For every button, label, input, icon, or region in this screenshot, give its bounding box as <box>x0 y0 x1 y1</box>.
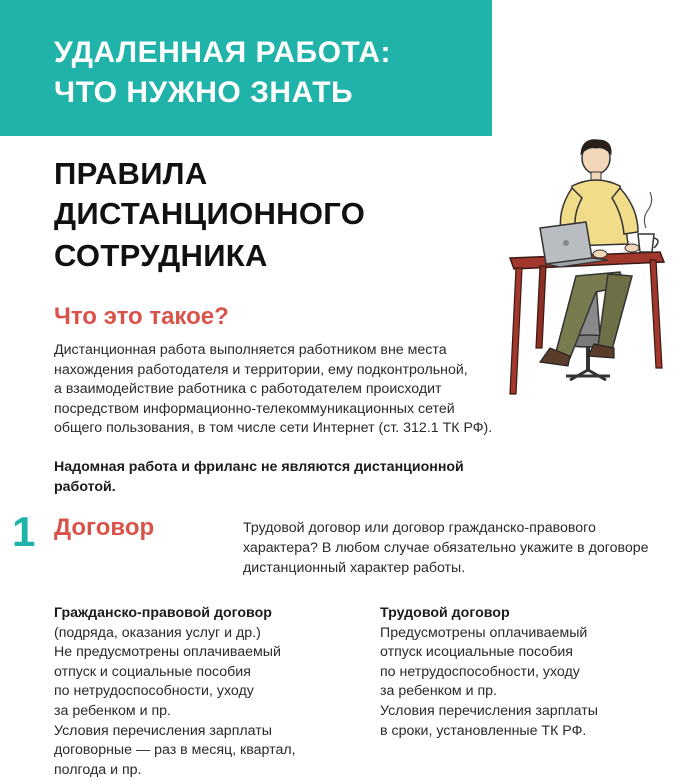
intro-line: а взаимодействие работника с работодателем происходит <box>54 381 442 397</box>
section-desc-line: Трудовой договор или договор гражданско-правового <box>243 520 596 536</box>
labor-contract-line: отпуск исоциальные пособия <box>380 644 573 661</box>
header-banner <box>0 0 492 136</box>
labor-contract-line: по нетрудоспособности, уходу <box>380 663 580 680</box>
section-number: 1 <box>12 508 36 555</box>
intro-note <box>54 458 464 497</box>
main-title-line-3: СОТРУДНИКА <box>54 238 268 273</box>
section-desc-line: дистанционный характер работы. <box>243 560 466 576</box>
main-title-line-2: ДИСТАНЦИОННОГО <box>54 196 366 231</box>
remote-worker-illustration <box>500 136 680 402</box>
intro-note-line: работой. <box>54 478 116 495</box>
section-desc-line: характера? В любом случае обязательно укажите в договоре <box>243 540 649 556</box>
civil-contract-line: Не предусмотрены оплачиваемый <box>54 644 281 661</box>
section-description <box>243 518 649 578</box>
banner-title-line-1: УДАЛЕННАЯ РАБОТА: <box>54 36 392 69</box>
labor-contract-line: в сроки, установленные ТК РФ. <box>380 722 587 739</box>
civil-contract-line: полгода и пр. <box>54 761 142 778</box>
labor-contract-title: Трудовой договор <box>380 605 510 621</box>
intro-line: нахождения работодателя и территории, ему подконтрольной, <box>54 361 468 378</box>
what-is-it-heading: Что это такое? <box>54 303 229 330</box>
main-title-line-1: ПРАВИЛА <box>54 156 208 191</box>
section-title: Договор <box>54 514 155 541</box>
intro-line: посредством информационно-телекоммуникационных сетей <box>54 400 455 417</box>
intro-paragraph <box>54 341 492 439</box>
civil-contract-title: Гражданско-правовой договор <box>54 605 272 621</box>
intro-line: общего пользования, в том числе сети Интернет (ст. 312.1 ТК РФ). <box>54 420 493 436</box>
labor-contract-line: Предусмотрены оплачиваемый <box>380 624 588 641</box>
civil-contract-line: Условия перечисления зарплаты <box>54 722 272 739</box>
labor-contract-column <box>380 604 598 741</box>
civil-contract-line: (подряда, оказания услуг и др.) <box>54 624 261 641</box>
civil-contract-line: за ребенком и пр. <box>54 702 171 719</box>
civil-contract-line: договорные — раз в месяц, квартал, <box>54 742 296 759</box>
labor-contract-line: за ребенком и пр. <box>380 683 497 700</box>
intro-line: Дистанционная работа выполняется работником вне места <box>54 342 447 358</box>
civil-contract-line: отпуск и социальные пособия <box>54 663 251 680</box>
intro-note-line: Надомная работа и фриланс не являются дистанционной <box>54 459 464 475</box>
civil-contract-column <box>54 604 296 780</box>
civil-contract-line: по нетрудоспособности, уходу <box>54 683 254 700</box>
banner-title-line-2: ЧТО НУЖНО ЗНАТЬ <box>54 76 354 109</box>
labor-contract-line: Условия перечисления зарплаты <box>380 702 598 719</box>
